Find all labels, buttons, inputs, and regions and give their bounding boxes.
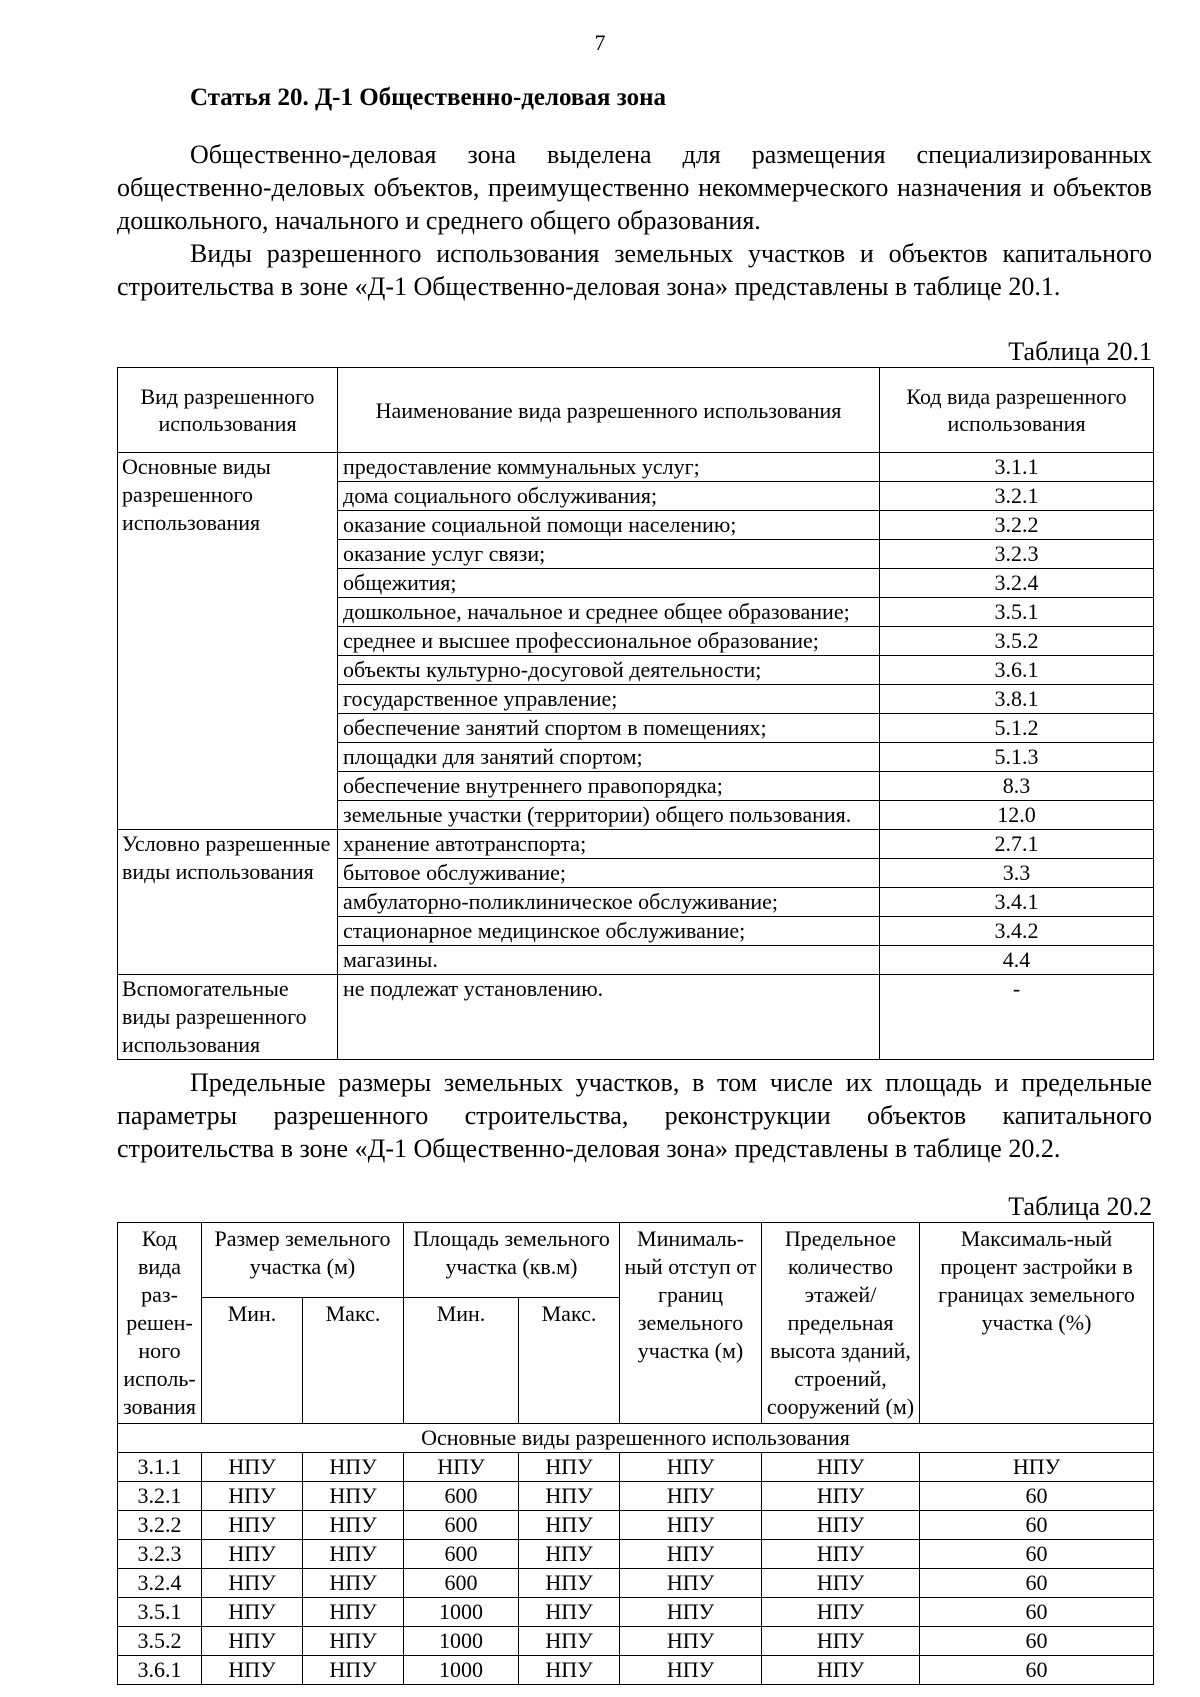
table-row	[118, 1482, 1154, 1511]
page-number: 7	[594, 30, 606, 55]
table2-cell-setback: НПУ	[620, 1627, 762, 1656]
table2-cell-setback: НПУ	[620, 1540, 762, 1569]
paragraph-zone-description: Общественно-деловая зона выделена для размещения специализированных общественно-деловых объектов, преимущественно некоммерческого назначения и объектов дошкольного, начального и среднего общего образования.	[117, 140, 1152, 235]
table1-use-name: среднее и высшее профессиональное образование;	[338, 627, 880, 656]
table-row	[118, 1569, 1154, 1598]
table2-cell-code: 3.2.1	[118, 1482, 202, 1511]
table2-cell-setback: НПУ	[620, 1569, 762, 1598]
table1-group-label: Вспомогательные виды разрешенного использования	[118, 975, 338, 1060]
table2-cell-floors: НПУ	[762, 1598, 920, 1627]
table2-cell-area-max: НПУ	[519, 1482, 620, 1511]
table1-use-name: дошкольное, начальное и среднее общее образование;	[338, 598, 880, 627]
table2-cell-code: 3.5.2	[118, 1627, 202, 1656]
table2-caption: Таблица 20.2	[1008, 1192, 1152, 1221]
table2-header-size: Размер земельного участка (м)	[202, 1223, 404, 1298]
table-row	[118, 1656, 1154, 1685]
table2-cell-size-max: НПУ	[303, 1453, 404, 1482]
table-row	[118, 1453, 1154, 1482]
table2-cell-area-max: НПУ	[519, 1540, 620, 1569]
table1-use-name: предоставление коммунальных услуг;	[338, 453, 880, 482]
table2-cell-area-max: НПУ	[519, 1598, 620, 1627]
table2-header-coverage: Максималь-ный процент застройки в границах земельного участка (%)	[920, 1223, 1154, 1424]
table2-cell-floors: НПУ	[762, 1511, 920, 1540]
table1-use-code: 3.2.3	[880, 540, 1154, 569]
table2-cell-code: 3.6.1	[118, 1656, 202, 1685]
table1-use-name: не подлежат установлению.	[338, 975, 880, 1060]
table2-section-row	[118, 1424, 1154, 1453]
table2-cell-size-min: НПУ	[202, 1482, 303, 1511]
table2-cell-area-max: НПУ	[519, 1656, 620, 1685]
table2-header-floors: Предельное количество этажей/ предельная высота зданий, строений, сооружений (м)	[762, 1223, 920, 1424]
table2-cell-floors: НПУ	[762, 1540, 920, 1569]
table2-cell-floors: НПУ	[762, 1627, 920, 1656]
table2-cell-floors: НПУ	[762, 1656, 920, 1685]
table-row	[118, 1511, 1154, 1540]
table2-cell-area-min: 600	[404, 1482, 519, 1511]
table2-cell-setback: НПУ	[620, 1482, 762, 1511]
table2-header-size-max: Макс.	[303, 1298, 404, 1424]
table2-cell-size-max: НПУ	[303, 1598, 404, 1627]
table1-use-name: магазины.	[338, 946, 880, 975]
table2-cell-size-min: НПУ	[202, 1511, 303, 1540]
table2-cell-size-min: НПУ	[202, 1540, 303, 1569]
table1-use-name: дома социального обслуживания;	[338, 482, 880, 511]
table2-cell-code: 3.2.2	[118, 1511, 202, 1540]
table2-header-area-min: Мин.	[404, 1298, 519, 1424]
table2-cell-setback: НПУ	[620, 1453, 762, 1482]
table2-cell-coverage: 60	[920, 1540, 1154, 1569]
table1-use-name: площадки для занятий спортом;	[338, 743, 880, 772]
table1-use-name: объекты культурно-досуговой деятельности;	[338, 656, 880, 685]
table2-cell-size-max: НПУ	[303, 1540, 404, 1569]
table1-group-label: Условно разрешенные виды использования	[118, 830, 338, 975]
table2-cell-setback: НПУ	[620, 1598, 762, 1627]
table2-cell-code: 3.5.1	[118, 1598, 202, 1627]
table2-cell-coverage: 60	[920, 1511, 1154, 1540]
table-row	[118, 1627, 1154, 1656]
table2-cell-floors: НПУ	[762, 1569, 920, 1598]
table1-use-code: 3.1.1	[880, 453, 1154, 482]
table2-header-row-1	[118, 1223, 1154, 1298]
table2-cell-area-min: НПУ	[404, 1453, 519, 1482]
table-row	[118, 1540, 1154, 1569]
table-row	[118, 975, 1154, 1060]
table2-cell-code: 3.1.1	[118, 1453, 202, 1482]
table2-header-code: Код вида раз-решен-ного исполь-зования	[118, 1223, 202, 1424]
table1-caption: Таблица 20.1	[1008, 337, 1152, 366]
table2-cell-floors: НПУ	[762, 1482, 920, 1511]
paragraph-table2-intro: Предельные размеры земельных участков, в том числе их площадь и предельные параметры разрешенного строительства, реконструкции объектов капитального строительства в зоне «Д-1 Общественно-деловая зона» представлены в таблице 20.2.	[117, 1068, 1152, 1163]
table1-use-code: 5.1.2	[880, 714, 1154, 743]
table2-cell-coverage: 60	[920, 1598, 1154, 1627]
table2-cell-area-min: 600	[404, 1569, 519, 1598]
table2-cell-size-min: НПУ	[202, 1569, 303, 1598]
table1-use-name: оказание социальной помощи населению;	[338, 511, 880, 540]
paragraph-table1-intro: Виды разрешенного использования земельных участков и объектов капитального строительства в зоне «Д-1 Общественно-деловая зона» представлены в таблице 20.1.	[117, 239, 1152, 301]
table1-header-use-kind: Вид разрешенного использования	[118, 368, 338, 453]
table1-use-code: 3.4.1	[880, 888, 1154, 917]
table2-cell-code: 3.2.4	[118, 1569, 202, 1598]
table1-use-name: общежития;	[338, 569, 880, 598]
table2-cell-area-max: НПУ	[519, 1569, 620, 1598]
table-row	[118, 453, 1154, 482]
table2-cell-size-max: НПУ	[303, 1656, 404, 1685]
table1-use-code: 3.3	[880, 859, 1154, 888]
table2-cell-area-min: 1000	[404, 1656, 519, 1685]
table2-cell-coverage: 60	[920, 1656, 1154, 1685]
table1-use-name: государственное управление;	[338, 685, 880, 714]
table-permitted-uses	[117, 367, 1154, 1060]
table2-cell-size-min: НПУ	[202, 1453, 303, 1482]
table1-use-code: 3.2.1	[880, 482, 1154, 511]
table2-cell-coverage: 60	[920, 1569, 1154, 1598]
table1-header-row	[118, 368, 1154, 453]
table2-cell-floors: НПУ	[762, 1453, 920, 1482]
table1-use-name: обеспечение внутреннего правопорядка;	[338, 772, 880, 801]
table1-use-name: стационарное медицинское обслуживание;	[338, 917, 880, 946]
table2-cell-coverage: 60	[920, 1627, 1154, 1656]
table2-cell-code: 3.2.3	[118, 1540, 202, 1569]
table1-use-code: 3.2.2	[880, 511, 1154, 540]
table2-section-label: Основные виды разрешенного использования	[118, 1424, 1154, 1453]
table1-use-code: 3.2.4	[880, 569, 1154, 598]
table2-cell-size-min: НПУ	[202, 1656, 303, 1685]
table2-header-setback: Минималь-ный отступ от границ земельного участка (м)	[620, 1223, 762, 1424]
table2-cell-area-max: НПУ	[519, 1511, 620, 1540]
table2-cell-area-min: 600	[404, 1540, 519, 1569]
table2-cell-size-max: НПУ	[303, 1511, 404, 1540]
table1-use-name: хранение автотранспорта;	[338, 830, 880, 859]
table2-cell-setback: НПУ	[620, 1656, 762, 1685]
table2-cell-coverage: 60	[920, 1482, 1154, 1511]
table2-cell-setback: НПУ	[620, 1511, 762, 1540]
table1-use-name: амбулаторно-поликлиническое обслуживание;	[338, 888, 880, 917]
table1-use-name: оказание услуг связи;	[338, 540, 880, 569]
table2-header-area: Площадь земельного участка (кв.м)	[404, 1223, 620, 1298]
table-parameters	[117, 1222, 1154, 1685]
table1-use-code: -	[880, 975, 1154, 1060]
table2-cell-size-min: НПУ	[202, 1627, 303, 1656]
table1-use-code: 4.4	[880, 946, 1154, 975]
table1-use-code: 5.1.3	[880, 743, 1154, 772]
table1-use-code: 3.8.1	[880, 685, 1154, 714]
table2-cell-size-max: НПУ	[303, 1627, 404, 1656]
table2-header-area-max: Макс.	[519, 1298, 620, 1424]
table2-cell-coverage: НПУ	[920, 1453, 1154, 1482]
table1-use-name: обеспечение занятий спортом в помещениях;	[338, 714, 880, 743]
table1-use-code: 3.6.1	[880, 656, 1154, 685]
table1-use-name: бытовое обслуживание;	[338, 859, 880, 888]
article-heading: Статья 20. Д-1 Общественно-деловая зона	[190, 84, 667, 111]
table-row	[118, 830, 1154, 859]
table-row	[118, 1598, 1154, 1627]
table1-use-code: 3.5.2	[880, 627, 1154, 656]
table1-group-label: Основные виды разрешенного использования	[118, 453, 338, 830]
table2-cell-area-max: НПУ	[519, 1627, 620, 1656]
table2-cell-area-min: 600	[404, 1511, 519, 1540]
table1-header-use-code: Код вида разрешенного использования	[880, 368, 1154, 453]
table1-use-code: 3.4.2	[880, 917, 1154, 946]
table2-cell-size-min: НПУ	[202, 1598, 303, 1627]
table1-use-code: 3.5.1	[880, 598, 1154, 627]
table2-cell-size-max: НПУ	[303, 1482, 404, 1511]
table1-use-code: 8.3	[880, 772, 1154, 801]
table2-cell-area-max: НПУ	[519, 1453, 620, 1482]
table2-cell-size-max: НПУ	[303, 1569, 404, 1598]
table1-use-code: 2.7.1	[880, 830, 1154, 859]
table1-use-code: 12.0	[880, 801, 1154, 830]
table1-use-name: земельные участки (территории) общего пользования.	[338, 801, 880, 830]
table2-cell-area-min: 1000	[404, 1627, 519, 1656]
table1-header-use-name: Наименование вида разрешенного использования	[338, 368, 880, 453]
table2-header-size-min: Мин.	[202, 1298, 303, 1424]
table2-cell-area-min: 1000	[404, 1598, 519, 1627]
